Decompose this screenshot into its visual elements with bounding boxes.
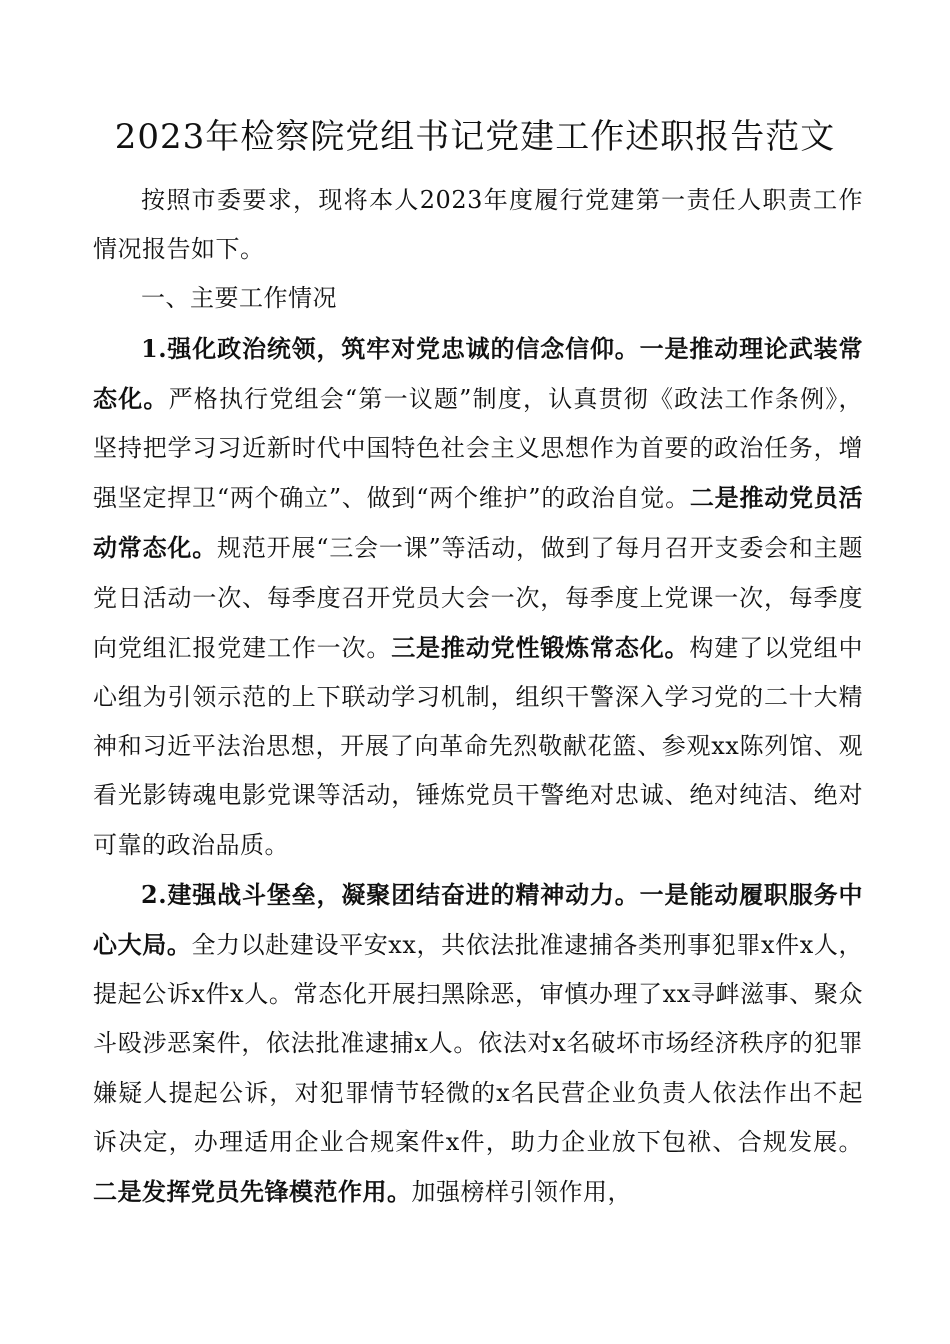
item-2-sub2-text: 加强榜样引领作用， — [411, 1178, 632, 1207]
item-1-sub2-title: 二是推动党员活动常态化。 — [93, 483, 864, 563]
item-1-lead: 1.强化政治统领，筑牢对党忠诚的信念信仰。 — [141, 333, 640, 363]
section-heading: 一、主要工作情况 — [141, 284, 337, 313]
item-1-paragraph — [93, 324, 863, 870]
item-2-sub1-text: 全力以赴建设平安xx，共依法批准逮捕各类刑事犯罪x件x人，提起公诉x件x人。常态化开展扫黑除恶，审慎办理了xx寻衅滋事、聚众斗殴涉恶案件，依法批准逮捕x人。依法对x名破坏市场经济秩序的犯罪嫌疑人提起公诉，对犯罪情节轻微的x名民营企业负责人依法作出不起诉决定，办理适用企业合规案件x件，助力企业放下包袱、合规发展。 — [93, 931, 864, 1156]
item-1-sub3-text: 构建了以党组中心组为引领示范的上下联动学习机制，组织干警深入学习党的二十大精神和习近平法治思想，开展了向革命先烈敬献花篮、参观xx陈列馆、观看光影铸魂电影党课等活动，锤炼党员干警绝对忠诚、绝对纯洁、绝对可靠的政治品质。 — [93, 633, 864, 859]
item-2-sub1-title: 一是能动履职服务中心大局。 — [93, 879, 863, 960]
item-1-sub1-title: 一是推动理论武装常态化。 — [93, 333, 863, 413]
item-2-lead: 2.建强战斗堡垒，凝聚团结奋进的精神动力。 — [141, 879, 640, 909]
item-1-sub3-title: 三是推动党性锻炼常态化。 — [391, 632, 690, 662]
item-2-sub2-title: 二是发挥党员先锋模范作用。 — [93, 1177, 412, 1207]
item-2-paragraph — [93, 870, 863, 1217]
item-1-sub2-text: 规范开展“三会一课”等活动，做到了每月召开支委会和主题党日活动一次、每季度召开党员大会一次，每季度上党课一次，每季度向党组汇报党建工作一次。 — [93, 534, 863, 662]
document-title: 2023年检察院党组书记党建工作述职报告范文 — [114, 117, 836, 157]
item-1-sub1-text: 严格执行党组会“第一议题”制度，认真贯彻《政法工作条例》，坚持把学习习近新时代中国特色社会主义思想作为首要的政治任务，增强坚定捍卫“两个确立”、做到“两个维护”的政治自觉。 — [93, 384, 863, 513]
intro-paragraph: 按照市委要求，现将本人2023年度履行党建第一责任人职责工作情况报告如下。 — [93, 186, 863, 264]
document-body — [93, 176, 863, 1217]
